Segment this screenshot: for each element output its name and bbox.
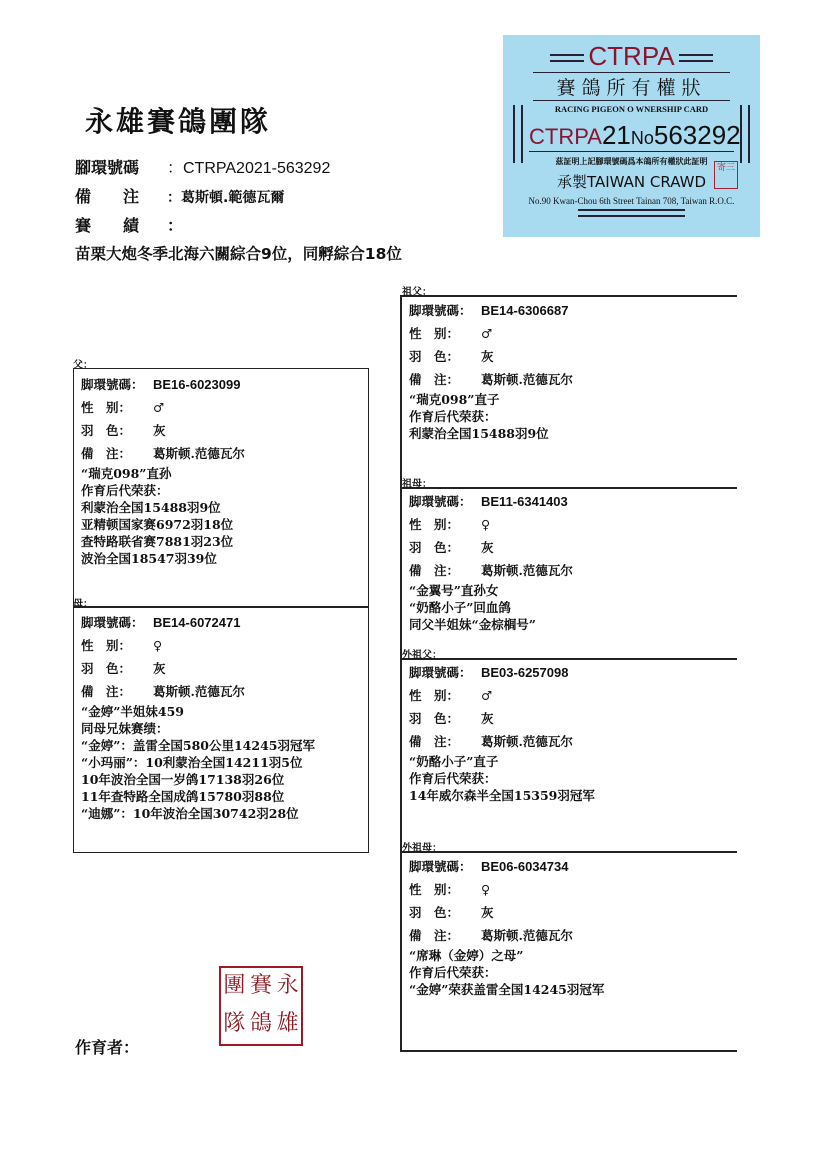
sire-line: “瑞克098”直孙 — [81, 466, 172, 481]
seal-char: 賽 — [249, 973, 272, 998]
dam-dam-note: 葛斯顿.范德瓦尔 — [481, 928, 573, 943]
note-value: ：葛斯頓.範德瓦爾 — [167, 190, 285, 206]
dam-dam-line: “席琳（金婷）之母” — [409, 948, 524, 963]
dam-line: “迪娜”：10年波治全国30742羽28位 — [81, 806, 299, 821]
sire-dam-line: 同父半姐妹“金棕榈号” — [409, 617, 536, 632]
ownership-card — [503, 35, 760, 237]
results-row — [75, 213, 183, 236]
divider — [400, 851, 737, 853]
color-label: 羽 色： — [409, 349, 460, 364]
divider — [400, 487, 737, 489]
note-label: 備 注 — [75, 187, 140, 206]
ring-number-label: 腳環號碼 — [75, 158, 140, 177]
sire-line: 波治全国18547羽39位 — [81, 551, 217, 566]
card-year: 21 — [601, 120, 631, 150]
card-title-cn: 賽鴿所有權狀 — [533, 72, 730, 101]
sire-dam-color: 灰 — [481, 540, 494, 555]
results-label: 賽 績 — [75, 216, 140, 235]
note-row — [75, 184, 284, 207]
dam-sex: ♀ — [153, 638, 163, 653]
dam-line: 10年波治全国一岁鸽17138羽26位 — [81, 772, 285, 787]
sire-ring: BE16-6023099 — [153, 377, 241, 392]
dam-ring: BE14-6072471 — [153, 615, 241, 630]
dam-line: “金婷”半姐妹459 — [81, 704, 184, 719]
dam-sire-color: 灰 — [481, 711, 494, 726]
sex-label: 性 别： — [409, 882, 460, 897]
dam-sire-entry — [409, 661, 595, 804]
note-label: 備 注： — [409, 372, 460, 387]
sire-dam-sex: ♀ — [481, 517, 491, 532]
sire-line: 利蒙治全国15488羽9位 — [81, 500, 221, 515]
dam-dam-ring: BE06-6034734 — [481, 859, 569, 874]
sire-note: 葛斯顿.范德瓦尔 — [153, 446, 245, 461]
sex-label: 性 别： — [409, 517, 460, 532]
sire-sire-line: “瑞克098”直子 — [409, 392, 500, 407]
dam-line: 11年查特路全国成鸽15780羽88位 — [81, 789, 285, 804]
sire-line: 作育后代荣获： — [81, 483, 169, 498]
seal-char: 隊 — [223, 1011, 246, 1036]
sire-sire-relation-label: 祖父： — [402, 287, 432, 298]
dam-color: 灰 — [153, 661, 166, 676]
sire-sex: ♂ — [153, 400, 165, 415]
dam-line: “小玛丽”：10利蒙治全国14211羽5位 — [81, 755, 303, 770]
sire-sire-color: 灰 — [481, 349, 494, 364]
note-label: 備 注： — [409, 563, 460, 578]
divider — [400, 658, 737, 660]
note-label: 備 注： — [409, 928, 460, 943]
ring-label: 脚環號碼： — [409, 665, 472, 680]
card-number — [529, 120, 741, 152]
note-label: 備 注： — [409, 734, 460, 749]
seal-char: 鴿 — [249, 1011, 272, 1036]
sex-label: 性 别： — [81, 400, 132, 415]
color-label: 羽 色： — [409, 711, 460, 726]
note-label: 備 注： — [81, 684, 132, 699]
dam-note: 葛斯顿.范德瓦尔 — [153, 684, 245, 699]
sire-sire-sex: ♂ — [481, 326, 493, 341]
dam-line: 同母兄妹赛绩： — [81, 721, 169, 736]
team-title: 永雄賽鴿團隊 — [85, 105, 272, 138]
dam-dam-line: “金婷”荣获盖雷全国14245羽冠军 — [409, 982, 605, 997]
sire-dam-note: 葛斯顿.范德瓦尔 — [481, 563, 573, 578]
dam-relation-label: 母： — [73, 599, 93, 610]
ring-label: 脚環號碼： — [409, 859, 472, 874]
sex-label: 性 别： — [81, 638, 132, 653]
breeder-label: 作育者： — [75, 1038, 140, 1057]
card-certify-text: 茲証明上記腳環號碼爲本鴿所有權狀此証明 — [555, 157, 708, 166]
sire-sire-entry — [409, 299, 573, 442]
ring-label: 脚環號碼： — [81, 377, 144, 392]
seal-char: 雄 — [276, 1011, 299, 1036]
dam-sire-note: 葛斯顿.范德瓦尔 — [481, 734, 573, 749]
card-divider-left — [513, 105, 523, 163]
dam-dam-line: 作育后代荣获： — [409, 965, 497, 980]
dam-sire-relation-label: 外祖父： — [402, 650, 442, 661]
right-column-border — [400, 296, 402, 1051]
dam-dam-sex: ♀ — [481, 882, 491, 897]
sire-box — [73, 368, 369, 608]
sire-sire-ring: BE14-6306687 — [481, 303, 569, 318]
sex-label: 性 别： — [409, 688, 460, 703]
sire-line: 查特路联省赛7881羽23位 — [81, 534, 234, 549]
color-label: 羽 色： — [81, 423, 132, 438]
dam-dam-entry — [409, 855, 604, 998]
dam-box — [73, 606, 369, 853]
dam-dam-color: 灰 — [481, 905, 494, 920]
card-bottom-rule — [578, 209, 685, 217]
dam-sire-line: 14年威尔森半全国15359羽冠军 — [409, 788, 595, 803]
ring-number-row — [75, 155, 330, 178]
note-label: 備 注： — [81, 446, 132, 461]
ring-label: 脚環號碼： — [409, 494, 472, 509]
dam-sire-ring: BE03-6257098 — [481, 665, 569, 680]
card-maker: 承製TAIWAN CRAWD — [556, 173, 707, 191]
divider — [400, 1050, 737, 1052]
dam-sire-line: “奶酪小子”直子 — [409, 754, 499, 769]
sire-relation-label: 父： — [73, 360, 93, 371]
dam-sire-line: 作育后代荣获： — [409, 771, 497, 786]
sire-color: 灰 — [153, 423, 166, 438]
card-number-prefix: CTRPA — [529, 124, 602, 149]
ring-number-value: ：CTRPA2021-563292 — [167, 160, 331, 177]
sire-dam-relation-label: 祖母： — [402, 479, 432, 490]
team-seal — [219, 966, 303, 1046]
results-colon: ： — [167, 216, 184, 235]
color-label: 羽 色： — [409, 905, 460, 920]
dam-sire-sex: ♂ — [481, 688, 493, 703]
card-address: No.90 Kwan-Chou 6th Street Tainan 708, Taiwan R.O.C. — [528, 196, 735, 206]
sire-dam-ring: BE11-6341403 — [481, 494, 568, 509]
card-divider-right — [740, 105, 750, 163]
ring-label: 脚環號碼： — [81, 615, 144, 630]
sex-label: 性 别： — [409, 326, 460, 341]
card-brand: CTRPA — [588, 41, 675, 71]
dam-line: “金婷”：盖雷全国580公里14245羽冠军 — [81, 738, 315, 753]
sire-sire-line: 作育后代荣获： — [409, 409, 497, 424]
color-label: 羽 色： — [81, 661, 132, 676]
card-title-en: RACING PIGEON O WNERSHIP CARD — [554, 104, 709, 114]
sire-line: 亚精顿国家赛6972羽18位 — [81, 517, 234, 532]
card-no-label: No — [630, 128, 654, 148]
dam-dam-relation-label: 外祖母： — [402, 843, 442, 854]
seal-char: 團 — [223, 973, 246, 998]
divider — [400, 295, 737, 297]
sire-dam-line: “金翼号”直孙女 — [409, 583, 499, 598]
sire-dam-entry — [409, 490, 573, 633]
sire-sire-line: 利蒙治全国15488羽9位 — [409, 426, 549, 441]
ring-label: 脚環號碼： — [409, 303, 472, 318]
results-text: 苗栗大炮冬季北海六關綜合9位，同孵綜合18位 — [75, 245, 402, 263]
card-red-stamp: 寄三 — [714, 161, 738, 189]
card-number-value: 563292 — [653, 120, 741, 150]
sire-dam-line: “奶酪小子”回血鸽 — [409, 600, 511, 615]
color-label: 羽 色： — [409, 540, 460, 555]
seal-char: 永 — [276, 973, 299, 998]
sire-sire-note: 葛斯顿.范德瓦尔 — [481, 372, 573, 387]
